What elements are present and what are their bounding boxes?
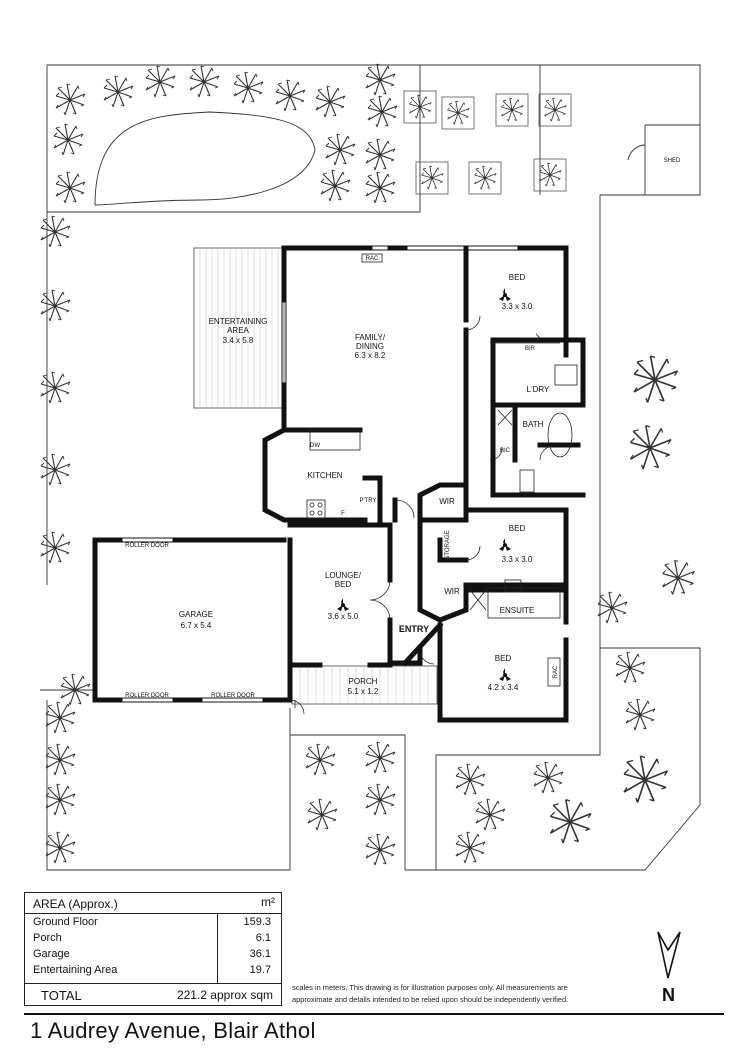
area-table-header — [25, 893, 281, 914]
disclaimer-line-1: scales in meters, This drawing is for illustration purposes only. All measurements are — [292, 983, 568, 992]
area-row-value: 36.1 — [249, 948, 271, 960]
area-row-label: Entertaining Area — [33, 964, 118, 976]
disclaimer-line-2: approximate and details intended to be relied upon should be independently verified. — [292, 995, 569, 1004]
label-fridge: F — [341, 511, 345, 517]
area-row-value: 159.3 — [243, 916, 271, 928]
area-total-label: TOTAL — [41, 988, 82, 1003]
area-row — [25, 963, 281, 977]
area-table-divider — [217, 913, 218, 983]
label-wir2: WIR — [444, 587, 460, 596]
area-row — [25, 947, 281, 961]
label-entertaining: ENTERTAINING AREA — [208, 317, 268, 336]
label-bath: BATH — [522, 420, 544, 429]
label-family-dining: FAMILY/ DINING — [354, 333, 386, 352]
area-table — [24, 892, 282, 1006]
dims-family-dining: 6.3 x 8.2 — [354, 351, 386, 360]
dims-bed3: 4.2 x 3.4 — [487, 683, 519, 692]
label-kitchen: KITCHEN — [307, 471, 343, 480]
area-row — [25, 915, 281, 929]
disclaimer — [292, 982, 612, 1006]
area-table-title: AREA (Approx.) — [33, 897, 118, 911]
label-pantry: P'TRY — [359, 498, 377, 504]
label-rac-top: RAC — [365, 256, 379, 262]
label-bic: BIC — [499, 448, 511, 454]
walls — [95, 248, 583, 720]
label-bed1: BED — [508, 273, 526, 282]
label-dw: DW — [310, 443, 320, 449]
label-ensuite: ENSUITE — [499, 606, 535, 615]
area-row-value: 6.1 — [255, 932, 271, 944]
label-porch: PORCH — [348, 677, 378, 686]
dims-porch: 5.1 x 1.2 — [347, 687, 379, 696]
dims-lounge: 3.6 x 5.0 — [327, 612, 359, 621]
label-lounge: LOUNGE/ BED — [324, 571, 362, 590]
label-bed3: BED — [494, 654, 512, 663]
label-roller-door-bottom-right: ROLLER DOOR — [211, 693, 255, 699]
landscaping-shrubs — [404, 91, 571, 194]
area-row — [25, 931, 281, 945]
label-laundry: L'DRY — [526, 385, 550, 394]
area-row-label: Porch — [33, 932, 62, 944]
property-address: 1 Audrey Avenue, Blair Athol — [30, 1018, 316, 1043]
north-label: N — [662, 985, 675, 1005]
dims-bed1: 3.3 x 3.0 — [501, 302, 533, 311]
windows — [120, 246, 568, 702]
area-table-rows — [25, 913, 281, 983]
area-row-label: Ground Floor — [33, 916, 98, 928]
area-row-value: 19.7 — [249, 964, 271, 976]
area-total-value: 221.2 approx sqm — [176, 988, 273, 1002]
site-boundary — [40, 65, 700, 870]
area-row-label: Garage — [33, 948, 70, 960]
label-roller-door-top: ROLLER DOOR — [125, 543, 169, 549]
landscaping-palms — [41, 64, 695, 865]
dims-garage: 6.7 x 5.4 — [180, 621, 212, 630]
label-bed2: BED — [508, 524, 526, 533]
label-entry: ENTRY — [398, 624, 430, 634]
label-bir: BIR — [524, 346, 536, 352]
footer-rule — [24, 1013, 724, 1015]
fixtures — [290, 254, 577, 714]
label-shed: SHED — [663, 158, 681, 164]
dims-entertaining: 3.4 x 5.8 — [222, 336, 254, 345]
label-roller-door-bottom-left: ROLLER DOOR — [125, 693, 169, 699]
area-table-total — [25, 983, 281, 1006]
area-table-unit: m² — [261, 895, 275, 909]
label-garage: GARAGE — [178, 610, 214, 619]
label-wir1: WIR — [439, 497, 455, 506]
dims-bed2: 3.3 x 3.0 — [501, 555, 533, 564]
room-labels — [125, 158, 681, 699]
label-rac-side: RAC — [553, 665, 559, 679]
label-storage: STORAGE — [445, 530, 451, 560]
